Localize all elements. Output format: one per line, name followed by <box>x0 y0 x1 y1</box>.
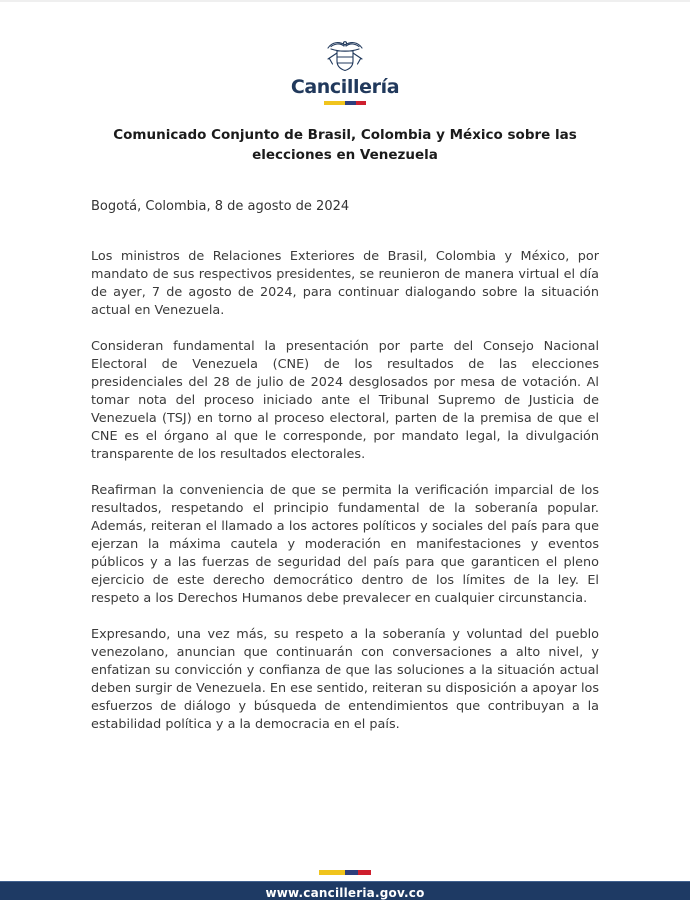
flag-yellow-segment <box>319 870 345 875</box>
paragraph-2: Consideran fundamental la presentación por parte del Consejo Nacional Electoral de Venezuela (CNE) de los resultados de las elecciones presidenciales del 28 de julio de 2024 desglosados por mesa de votación. Al tomar nota del proceso iniciado ante el Tribunal Supremo de Justicia de Venezuela (TSJ) en torno al proceso electoral, parten de la premisa de que el CNE es el órgano al que le corresponde, por mandato legal, la divulgación transparente de los resultados electorales. <box>91 339 599 462</box>
paragraph-3: Reafirman la conveniencia de que se permita la verificación imparcial de los resultados, respetando el principio fundamental de la soberanía popular. Además, reiteran el llamado a los actores políticos y sociales del país para que ejerzan la máxima cautela y moderación en manifestaciones y eventos públicos y a las fuerzas de seguridad del país para que garanticen el pleno ejercicio de este derecho democrático dentro de los límites de la ley. El respeto a los Derechos Humanos debe prevalecer en cualquier circunstancia. <box>91 483 599 606</box>
dateline: Bogotá, Colombia, 8 de agosto de 2024 <box>91 199 350 214</box>
paragraph-1: Los ministros de Relaciones Exteriores de Brasil, Colombia y México, por mandato de sus respectivos presidentes, se reunieron de manera virtual el día de ayer, 7 de agosto de 2024, para continuar dialogando sobre la situación actual en Venezuela. <box>91 249 599 318</box>
footer-flag-tricolor-bar <box>319 870 371 875</box>
document-body <box>0 125 690 734</box>
flag-blue-segment <box>345 101 356 105</box>
document-title <box>91 125 599 165</box>
footer-website-url[interactable]: www.cancilleria.gov.co <box>265 886 425 900</box>
document-title-line-1: Comunicado Conjunto de Brasil, Colombia y México sobre las <box>113 127 577 143</box>
colombia-coat-of-arms-icon <box>323 40 367 74</box>
flag-yellow-segment <box>324 101 345 105</box>
logo-flag-tricolor-bar <box>324 101 366 105</box>
document-title-line-2: elecciones en Venezuela <box>252 147 438 163</box>
flag-red-segment <box>356 101 367 105</box>
flag-red-segment <box>358 870 371 875</box>
brand-wordmark: Cancillería <box>290 76 400 98</box>
flag-blue-segment <box>345 870 358 875</box>
cancilleria-logo <box>0 2 690 105</box>
footer-navy-bar <box>0 881 690 900</box>
paragraph-4: Expresando, una vez más, su respeto a la soberanía y voluntad del pueblo venezolano, anuncian que continuarán con conversaciones a alto nivel, y enfatizan su convicción y confianza de que las soluciones a la situación actual deben surgir de Venezuela. En ese sentido, reiteran su disposición a apoyar los esfuerzos de diálogo y búsqueda de entendimientos que contribuyan a la estabilidad política y a la democracia en el país. <box>91 627 600 732</box>
